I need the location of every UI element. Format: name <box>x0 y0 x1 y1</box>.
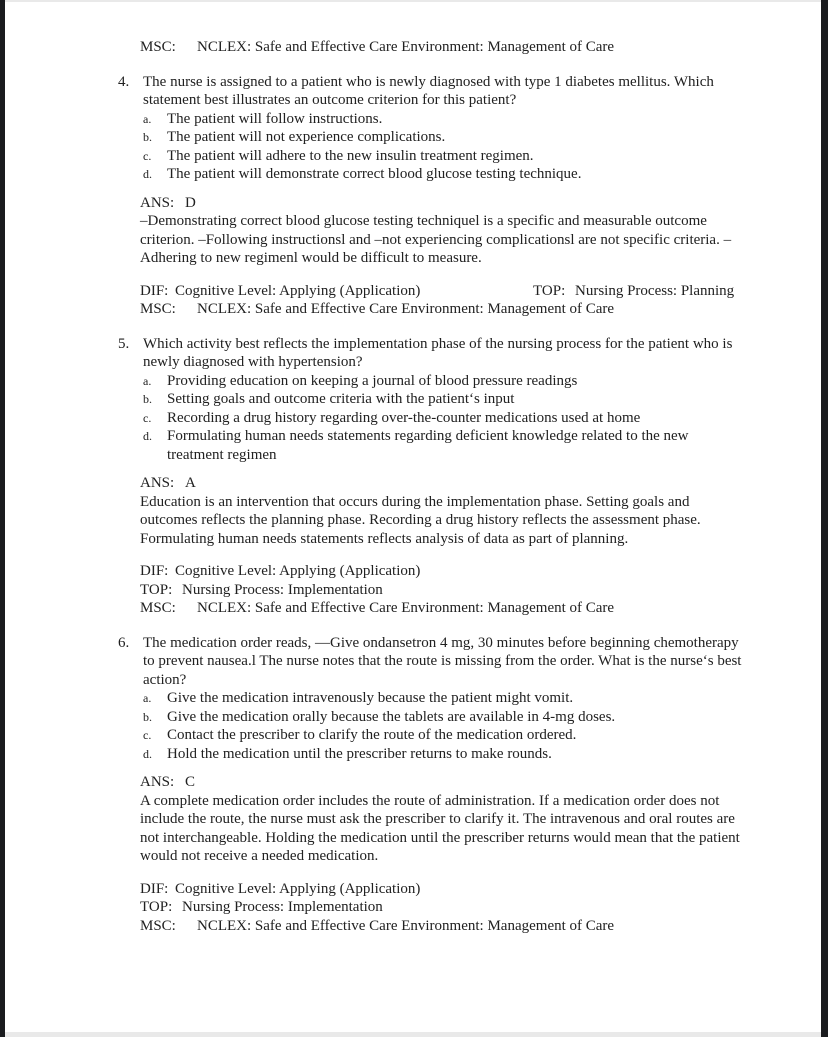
top-value: Nursing Process: Planning <box>575 282 735 299</box>
question-6 <box>118 634 821 764</box>
option-c <box>143 147 747 166</box>
ans-value: D <box>185 194 196 211</box>
question-stem: The medication order reads, —Give ondansetron 4 mg, 30 minutes before beginning chemotherapy to prevent nausea.l The nurse notes that the route is missing from the order. What is the nurse‘s best action? <box>143 634 742 688</box>
msc-value: NCLEX: Safe and Effective Care Environment: Management of Care <box>197 301 615 317</box>
question-body <box>143 335 747 465</box>
option-text: Hold the medication until the prescriber returns to make rounds. <box>167 745 552 762</box>
option-letter: b. <box>143 709 152 724</box>
option-letter: d. <box>143 746 152 761</box>
dif-label: DIF: <box>140 880 169 897</box>
rationale: Education is an intervention that occurs during the implementation phase. Setting goals and outcomes reflects the planning phase. Recording a drug history reflects the assessment phase. Formulating human needs statements reflects analysis of data as part of planning. <box>140 493 701 547</box>
msc-value: NCLEX: Safe and Effective Care Environment: Management of Care <box>197 600 615 616</box>
answer-block-4 <box>140 194 746 268</box>
dif-segment <box>140 283 420 299</box>
question-stem: Which activity best reflects the implementation phase of the nursing process for the patient who is newly diagnosed with hypertension? <box>143 335 733 370</box>
dif-label: DIF: <box>140 563 169 579</box>
meta-line-msc <box>140 300 760 319</box>
answer-line <box>140 474 746 493</box>
option-text: Recording a drug history regarding over-the-counter medications used at home <box>167 409 641 426</box>
option-letter: c. <box>143 728 152 742</box>
document-page <box>5 2 821 1032</box>
option-b <box>143 390 747 409</box>
answer-line <box>140 194 746 213</box>
meta-line-dif <box>140 562 760 581</box>
msc-value: NCLEX: Safe and Effective Care Environment: Management of Care <box>197 917 615 934</box>
rationale: A complete medication order includes the route of administration. If a medication order does not include the route, the nurse must ask the prescriber to clarify it. The intravenous and oral routes are not interchangeable. Holding the medication until the prescriber returns would mean that the patient would not receive a needed medication. <box>140 792 740 864</box>
question-number: 6. <box>118 634 130 651</box>
question-number: 4. <box>118 73 130 90</box>
answer-line <box>140 773 746 792</box>
option-letter: b. <box>143 392 152 406</box>
viewer-left-rail <box>0 0 5 1037</box>
question-number: 5. <box>118 335 130 352</box>
option-text: Give the medication intravenously because the patient might vomit. <box>167 690 574 706</box>
dif-label: DIF: <box>140 282 169 299</box>
option-text: The patient will adhere to the new insulin treatment regimen. <box>167 147 534 164</box>
option-c <box>143 726 747 745</box>
option-a <box>143 372 747 391</box>
option-letter: d. <box>143 167 152 181</box>
viewer-right-rail <box>821 0 828 1037</box>
top-value: Nursing Process: Implementation <box>182 899 383 915</box>
option-letter: a. <box>143 691 152 705</box>
top-label: TOP: <box>140 899 173 915</box>
top-value: Nursing Process: Implementation <box>182 581 383 598</box>
option-c <box>143 409 747 428</box>
top-label: TOP: <box>533 282 566 299</box>
msc-label: MSC: <box>140 301 176 317</box>
option-text: The patient will not experience complications. <box>167 129 446 145</box>
ans-label: ANS: <box>140 475 175 491</box>
msc-label: MSC: <box>140 600 176 616</box>
option-text: Contact the prescriber to clarify the route of the medication ordered. <box>167 727 577 743</box>
msc-value: NCLEX: Safe and Effective Care Environment: Management of Care <box>197 39 615 55</box>
option-letter: a. <box>143 373 152 388</box>
top-label: TOP: <box>140 581 173 598</box>
ans-label: ANS: <box>140 194 175 211</box>
answer-block-6 <box>140 773 746 866</box>
meta-block-5 <box>140 562 760 618</box>
ans-value: A <box>185 475 196 491</box>
option-letter: c. <box>143 410 152 425</box>
meta-line-dif <box>140 880 760 899</box>
option-letter: a. <box>143 111 152 126</box>
meta-line-top <box>140 898 760 917</box>
meta-block-6 <box>140 880 760 936</box>
question-body <box>143 634 747 764</box>
header-meta-line <box>140 38 752 57</box>
option-letter: d. <box>143 429 152 443</box>
question-5 <box>118 335 821 465</box>
meta-line-msc <box>140 599 760 618</box>
meta-line-msc <box>140 917 760 936</box>
dif-value: Cognitive Level: Applying (Application) <box>175 282 421 299</box>
page-content <box>5 38 821 935</box>
ans-label: ANS: <box>140 774 175 790</box>
option-a <box>143 110 747 129</box>
option-a <box>143 689 747 708</box>
msc-label: MSC: <box>140 917 176 934</box>
rationale: –Demonstrating correct blood glucose testing techniquel is a specific and measurable outcome criterion. –Following instructionsl and –not experiencing complicationsl are not specific criteria. –Adhering to new regimenl would be difficult to measure. <box>140 213 732 266</box>
option-d <box>143 745 747 764</box>
option-letter: c. <box>143 148 152 163</box>
option-text: The patient will follow instructions. <box>167 110 383 127</box>
question-stem: The nurse is assigned to a patient who is newly diagnosed with type 1 diabetes mellitus. Which statement best illustrates an outcome criterion for this patient? <box>143 73 714 108</box>
option-text: Give the medication orally because the tablets are available in 4-mg doses. <box>167 708 616 725</box>
option-text: The patient will demonstrate correct blood glucose testing technique. <box>167 166 582 182</box>
meta-block-4 <box>140 282 760 319</box>
option-d <box>143 427 747 464</box>
option-letter: b. <box>143 130 152 144</box>
top-segment <box>533 282 734 301</box>
answer-block-5 <box>140 474 746 548</box>
dif-value: Cognitive Level: Applying (Application) <box>175 880 421 897</box>
option-text: Providing education on keeping a journal of blood pressure readings <box>167 372 578 389</box>
question-body <box>143 73 747 184</box>
option-b <box>143 708 747 727</box>
msc-label: MSC: <box>140 39 176 55</box>
option-d <box>143 165 747 184</box>
ans-value: C <box>185 774 196 790</box>
meta-line-top <box>140 581 760 600</box>
dif-value: Cognitive Level: Applying (Application) <box>175 563 421 579</box>
question-4 <box>118 73 821 184</box>
option-b <box>143 128 747 147</box>
option-text: Setting goals and outcome criteria with the patient‘s input <box>167 391 515 407</box>
option-text: Formulating human needs statements regarding deficient knowledge related to the new treatment regimen <box>167 428 689 463</box>
meta-line-dif-top <box>140 282 760 301</box>
